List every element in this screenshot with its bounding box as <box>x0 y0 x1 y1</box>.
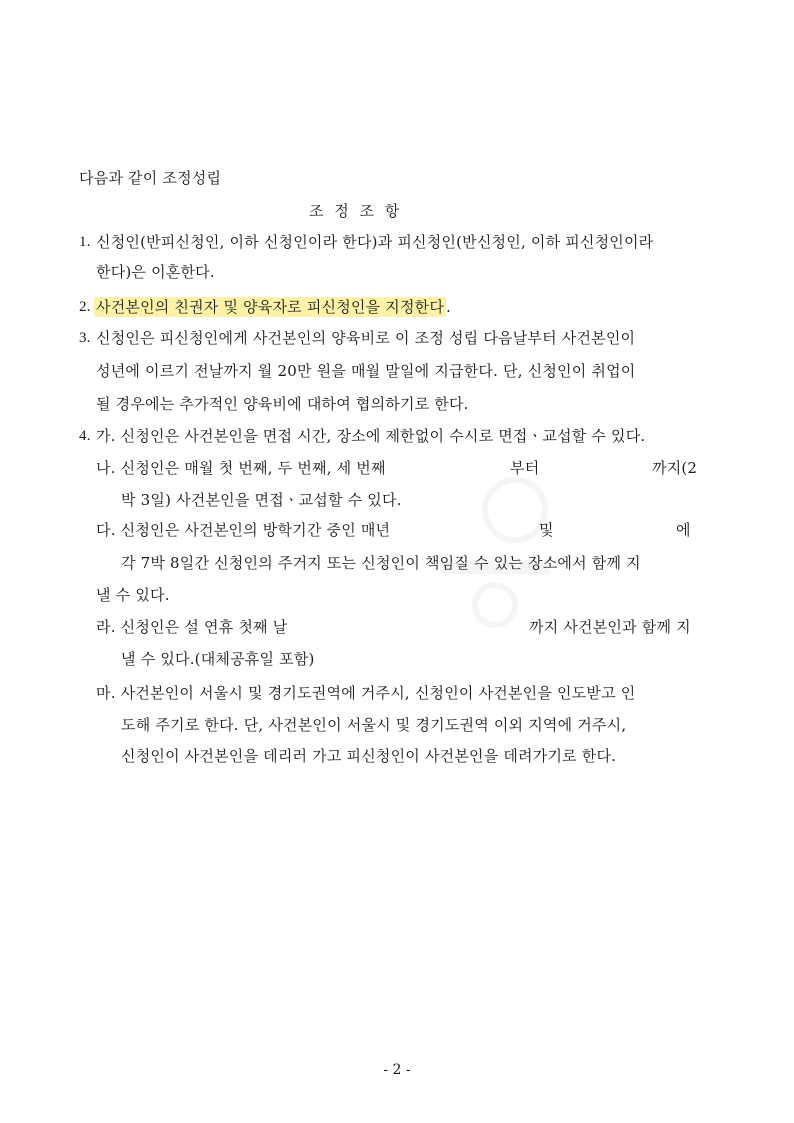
item-4-na-part-a: 나. 신청인은 매월 첫 번째, 두 번째, 세 번째 <box>96 459 386 477</box>
item-2-line <box>94 297 451 317</box>
item-4-ra-line-2: 낼 수 있다.(대체공휴일 포함) <box>121 650 315 668</box>
item-4-ma-line-3: 신청인이 사건본인을 데리러 가고 피신청인이 사건본인을 데려가기로 한다. <box>121 747 617 765</box>
item-4-da-line-2: 각 7박 8일간 신청인의 주거지 또는 신청인이 책임질 수 있는 장소에서 함께 지 <box>121 554 641 572</box>
item-4-ra-part-b: 까지 사건본인과 함께 지 <box>529 618 691 636</box>
item-1-number: 1. <box>79 234 91 250</box>
heading: 다음과 같이 조정성립 <box>79 169 222 187</box>
item-2-tail: . <box>446 298 451 316</box>
item-4-ra-part-a: 라. 신청인은 설 연휴 첫째 날 <box>96 618 288 636</box>
item-4-number: 4. <box>79 428 91 444</box>
watermark-seal <box>420 470 570 630</box>
item-3-number: 3. <box>79 330 91 346</box>
item-3-line-3: 될 경우에는 추가적인 양육비에 대하여 협의하기로 한다. <box>96 395 469 413</box>
item-4-da-part-a: 다. 신청인은 사건본인의 방학기간 중인 매년 <box>96 521 391 539</box>
item-4-da-part-c: 에 <box>676 521 691 539</box>
item-4-na-part-b: 부터 <box>510 459 540 477</box>
item-4-na-line-2: 박 3일) 사건본인을 면접ㆍ교섭할 수 있다. <box>121 491 402 509</box>
item-3-line-1: 신청인은 피신청인에게 사건본인의 양육비로 이 조정 성립 다음날부터 사건본인이 <box>96 329 636 347</box>
item-1-line-2: 한다)은 이혼한다. <box>96 263 215 281</box>
item-1-line-1: 신청인(반피신청인, 이하 신청인이라 한다)과 피신청인(반신청인, 이하 피신청인이라 <box>96 233 654 251</box>
item-4-ma-line-2: 도해 주기로 한다. 단, 사건본인이 서울시 및 경기도권역 이외 지역에 거주시, <box>121 716 627 734</box>
item-2-number: 2. <box>79 299 91 315</box>
page-number: - 2 - <box>383 1062 411 1078</box>
item-3-line-2: 성년에 이르기 전날까지 월 20만 원을 매월 말일에 지급한다. 단, 신청인이 취업이 <box>96 362 636 380</box>
item-4-da-part-b: 및 <box>539 521 554 539</box>
item-4-ma-line-1: 마. 사건본인이 서울시 및 경기도권역에 거주시, 신청인이 사건본인을 인도받고 인 <box>96 684 636 702</box>
section-title: 조 정 조 항 <box>309 202 403 220</box>
item-4-na-part-c: 까지(2 <box>652 459 698 477</box>
item-4-da-line-3: 낼 수 있다. <box>96 586 170 604</box>
item-2-highlighted-text: 사건본인의 친권자 및 양육자로 피신청인을 지정한다 <box>96 298 445 316</box>
item-4-ga: 가. 신청인은 사건본인을 면접 시간, 장소에 제한없이 수시로 면접ㆍ교섭할 수 있다. <box>96 427 646 445</box>
